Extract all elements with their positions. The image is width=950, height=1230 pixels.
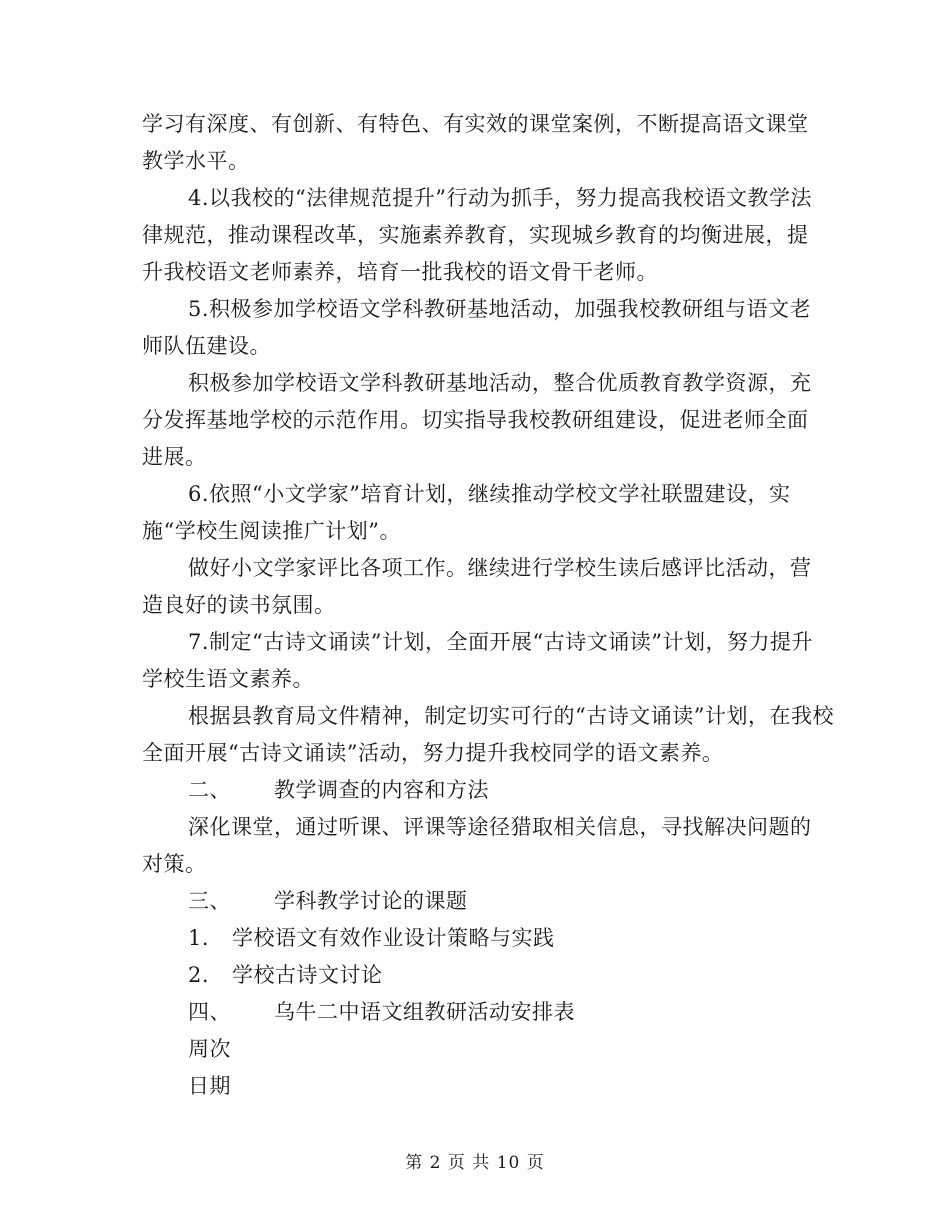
paragraph-item-6: 6.依照“小文学家”培育计划，继续推动学校文学社联盟建设，实施“学校生阅读推广计划”。 [142, 482, 791, 543]
section-2-body: 深化课堂，通过听课、评课等途径猎取相关信息，寻找解决问题的对策。 [142, 815, 812, 876]
paragraph-item-5-detail: 积极参加学校语文学科教研基地活动，整合优质教育教学资源，充分发挥基地学校的示范作用。切实指导我校教研组建设，促进老师全面进展。 [142, 371, 812, 469]
table-cell-date: 日期 [188, 1074, 231, 1098]
section-heading-2 [142, 772, 822, 809]
page-content [142, 106, 834, 1105]
section-title: 学科教学讨论的课题 [274, 889, 468, 913]
section-number: 四、 [188, 1000, 231, 1024]
topic-number: 2. [188, 963, 210, 987]
topic-number: 1. [188, 926, 210, 950]
section-title: 乌牛二中语文组教研活动安排表 [274, 1000, 575, 1024]
page-footer: 第 2 页 共 10 页 [405, 1153, 545, 1173]
section-heading-3 [142, 883, 822, 920]
topic-text: 学校语文有效作业设计策略与实践 [232, 926, 555, 950]
paragraph-item-6-detail: 做好小文学家评比各项工作。继续进行学校生读后感评比活动，营造良好的读书氛围。 [142, 556, 812, 617]
paragraph-item-5: 5.积极参加学校语文学科教研基地活动，加强我校教研组与语文老师队伍建设。 [142, 297, 812, 358]
topic-item [142, 920, 822, 957]
paragraph-item-7-detail: 根据县教育局文件精神，制定切实可行的“古诗文诵读”计划，在我校全面开展“古诗文诵读”活动，努力提升我校同学的语文素养。 [142, 704, 834, 765]
paragraph-item-7: 7.制定“古诗文诵读”计划，全面开展“古诗文诵读”计划，努力提升学校生语文素养。 [142, 630, 813, 691]
table-cell-week: 周次 [188, 1037, 231, 1061]
paragraph-item-4: 4.以我校的“法律规范提升”行动为抓手，努力提高我校语文教学法律规范，推动课程改革，实施素养教育，实现城乡教育的均衡进展，提升我校语文老师素养，培育一批我校的语文骨干老师。 [142, 186, 813, 284]
section-number: 三、 [188, 889, 231, 913]
section-heading-4 [142, 994, 822, 1031]
section-number: 二、 [188, 778, 231, 802]
section-title: 教学调查的内容和方法 [274, 778, 489, 802]
paragraph-continuation: 学习有深度、有创新、有特色、有实效的课堂案例，不断提高语文课堂教学水平。 [142, 112, 809, 173]
topic-item [142, 957, 822, 994]
topic-text: 学校古诗文讨论 [232, 963, 383, 987]
